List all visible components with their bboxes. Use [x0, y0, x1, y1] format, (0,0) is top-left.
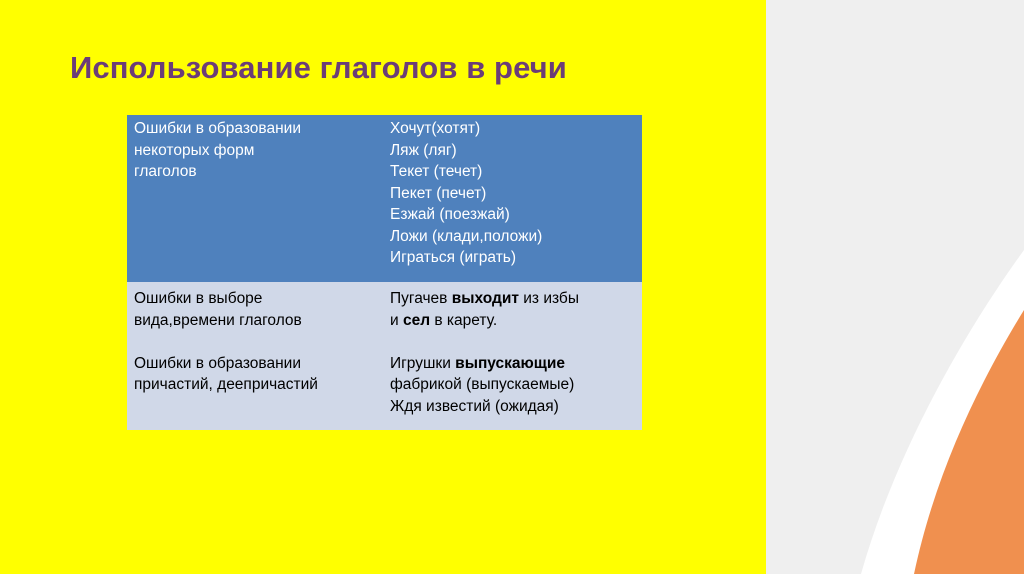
- slide-title: Использование глаголов в речи: [70, 50, 567, 85]
- table-cell: [127, 115, 389, 282]
- table-cell: [127, 282, 389, 430]
- text-run: из избы: [518, 290, 579, 307]
- text-run: Пугачев: [390, 290, 452, 307]
- bold-text: сел: [402, 311, 431, 329]
- bold-text: выпускающие: [455, 354, 565, 372]
- cell-text: некоторых форм: [134, 141, 255, 159]
- cell-text: Ошибки в выборе: [134, 290, 263, 307]
- cell-text: фабрикой (выпускаемые): [390, 376, 575, 393]
- verb-errors-table: [127, 115, 642, 430]
- cell-text: Играться (играть): [390, 249, 517, 266]
- cell-text: [390, 310, 642, 332]
- cell-text: Ждя известий (ожидая): [390, 397, 559, 415]
- cell-text: [390, 353, 642, 375]
- cell-text: Ляж (ляг): [390, 141, 457, 159]
- table-cell: [389, 282, 642, 430]
- text-run: в карету.: [430, 311, 498, 329]
- cell-text: [390, 288, 642, 310]
- text-run: Игрушки: [390, 354, 456, 372]
- cell-text: Ложи (клади,положи): [390, 227, 543, 245]
- cell-text: Текет (течет): [390, 163, 483, 180]
- cell-text: Пекет (печет): [390, 184, 487, 202]
- spacer: [134, 331, 389, 353]
- cell-text: вида,времени глаголов: [134, 311, 302, 329]
- table-row: [127, 282, 642, 430]
- cell-text: Ошибки в образовании: [134, 354, 301, 372]
- decorative-corner-shapes: [766, 0, 1024, 574]
- cell-text: Езжай (поезжай): [390, 206, 510, 223]
- bold-text: выходит: [451, 290, 519, 307]
- table-row: [127, 115, 642, 282]
- cell-text: глаголов: [134, 163, 197, 180]
- cell-text: Ошибки в образовании: [134, 120, 301, 137]
- cell-text: причастий, деепричастий: [134, 376, 318, 393]
- cell-text: Хочут(хотят): [390, 120, 481, 137]
- text-run: и: [390, 311, 403, 329]
- spacer: [390, 331, 642, 353]
- table-cell: [389, 115, 642, 282]
